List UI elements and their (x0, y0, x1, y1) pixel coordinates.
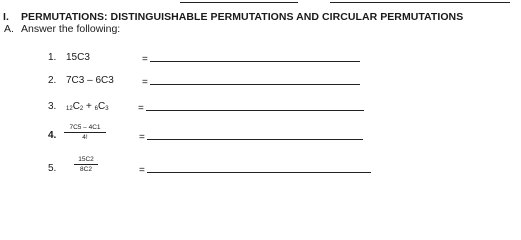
combination-symbol: C (72, 101, 80, 112)
top-divider-line (180, 2, 298, 3)
equals-sign: = (139, 132, 145, 143)
combination-n: 12 (66, 106, 73, 112)
fraction-bar (74, 164, 98, 165)
question-expression: 7C3 – 6C3 (66, 75, 114, 86)
top-divider-line (330, 2, 510, 3)
combination-r: 2 (79, 106, 84, 112)
combination-r: 3 (105, 106, 109, 112)
question-number: 5. (48, 163, 57, 174)
fraction-expression (64, 124, 106, 141)
question-item-1 (48, 52, 66, 63)
question-item-5 (48, 163, 66, 174)
equals-sign: = (138, 103, 144, 114)
answer-row (142, 52, 360, 65)
fraction-denominator: 8C2 (80, 166, 92, 173)
answer-blank[interactable] (147, 163, 371, 173)
section-heading (3, 11, 463, 23)
answer-blank[interactable] (150, 75, 360, 85)
equals-sign: = (142, 77, 148, 88)
question-number: 2. (48, 75, 57, 86)
answer-row (139, 130, 363, 143)
answer-blank[interactable] (147, 130, 363, 140)
fraction-denominator: 4! (82, 134, 88, 141)
combination-n: 6 (94, 106, 99, 112)
instruction-text: Answer the following: (21, 23, 121, 35)
question-expression (66, 101, 109, 112)
question-expression: 15C3 (66, 52, 90, 63)
question-item-2 (48, 75, 66, 86)
answer-row (139, 163, 371, 176)
answer-blank[interactable] (146, 101, 364, 111)
equals-sign: = (139, 165, 145, 176)
fraction-bar (64, 132, 106, 133)
section-number: I. (3, 11, 9, 23)
answer-row (138, 101, 364, 114)
combination-symbol: C (98, 101, 106, 112)
fraction-expression (74, 156, 98, 173)
question-number: 3. (48, 101, 57, 112)
question-number: 1. (48, 52, 57, 63)
part-letter: A. (4, 23, 14, 35)
plus-operator: + (83, 101, 95, 112)
fraction-numerator: 15C2 (78, 156, 94, 163)
section-title: PERMUTATIONS: DISTINGUISHABLE PERMUTATIONS AND CIRCULAR PERMUTATIONS (21, 11, 464, 23)
instruction-line (4, 23, 120, 35)
answer-blank[interactable] (150, 52, 360, 62)
equals-sign: = (142, 54, 148, 65)
question-number: 4. (48, 130, 57, 141)
question-item-3 (48, 101, 66, 112)
answer-row (142, 75, 360, 88)
fraction-numerator: 7C5 – 4C1 (69, 124, 101, 131)
